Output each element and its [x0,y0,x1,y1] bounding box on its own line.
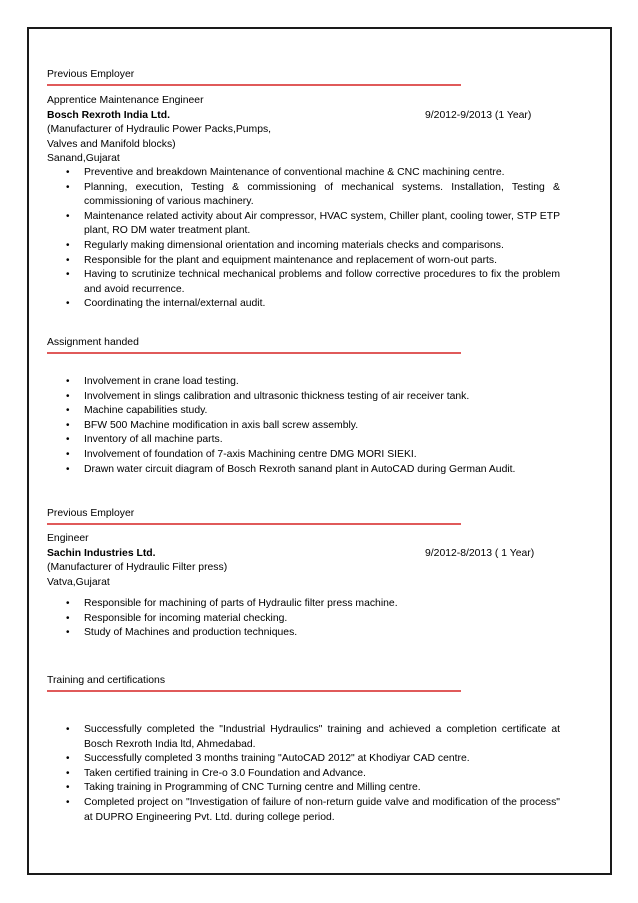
section-divider [47,84,461,86]
bullet-icon: • [66,405,70,417]
list-item: • Responsible for machining of parts of Hydraulic filter press machine. [66,597,560,612]
employment-period: 9/2012-8/2013 ( 1 Year) [425,547,535,559]
company-description: (Manufacturer of Hydraulic Filter press) [47,562,228,574]
bullet-icon: • [66,782,70,794]
company-description: (Manufacturer of Hydraulic Power Packs,Pumps, [47,124,272,136]
bullet-icon: • [66,390,70,402]
list-item: • Involvement in crane load testing. [66,375,560,390]
bullet-icon: • [66,796,70,808]
bullet-icon: • [66,269,70,281]
list-item: • Drawn water circuit diagram of Bosch Rexroth sanand plant in AutoCAD during German Audit. [66,463,560,478]
list-item: • Responsible for the plant and equipment maintenance and replacement of worn-out parts. [66,254,560,269]
bullet-icon: • [66,612,70,624]
list-item: • Successfully completed 3 months training "AutoCAD 2012" at Khodiyar CAD centre. [66,752,560,767]
section-heading-previous-employer [47,507,567,522]
job-role: Apprentice Maintenance Engineer [47,95,204,106]
bullet-icon: • [66,598,70,609]
list-item: • Taken certified training in Cre-o 3.0 Foundation and Advance. [66,767,560,782]
list-item: • Involvement in slings calibration and ultrasonic thickness testing of air receiver tank. [66,390,560,405]
bullet-icon: • [66,254,70,266]
section-title: Previous Employer [47,508,135,519]
company-name: Sachin Industries Ltd. [47,547,156,559]
bullet-icon: • [66,753,70,765]
responsibilities-list [66,166,560,312]
company-row [47,109,567,124]
section-title: Previous Employer [47,69,135,80]
company-row [47,547,567,562]
bullet-icon: • [66,181,70,193]
section-divider [47,690,461,692]
bullet-icon: • [66,724,70,735]
bullet-icon: • [66,627,70,639]
employment-period: 9/2012-9/2013 (1 Year) [425,109,532,121]
bullet-icon: • [66,239,70,251]
bullet-icon: • [66,448,70,460]
section-title: Assignment handed [47,337,139,348]
list-item: • Coordinating the internal/external audit. [66,297,560,312]
assignment-list [66,375,560,477]
company-description: Valves and Manifold blocks) [47,138,176,150]
bullet-icon: • [66,767,70,779]
employer-details [47,94,567,167]
bullet-icon: • [66,434,70,446]
training-list [66,723,560,825]
list-item: • Taking training in Programming of CNC Turning centre and Milling centre. [66,781,560,796]
list-item: • Responsible for incoming material checking. [66,612,560,627]
list-item: • Having to scrutinize technical mechanical problems and follow corrective procedures to fix the problem and avoid recurrence. [66,269,560,295]
company-location: Sanand,Gujarat [47,153,120,165]
company-location: Vatva,Gujarat [47,576,110,588]
section-heading-training [47,674,567,689]
section-heading-previous-employer [47,68,567,83]
responsibilities-list [66,597,560,641]
company-name: Bosch Rexroth India Ltd. [47,109,170,121]
list-item: • Machine capabilities study. [66,404,560,419]
list-item: • Preventive and breakdown Maintenance of conventional machine & CNC machining centre. [66,166,560,181]
list-item: • Planning, execution, Testing & commissioning of mechanical systems. Installation, Testing & commissioning of various machinery. [66,181,560,208]
bullet-icon: • [66,298,70,310]
bullet-icon: • [66,419,70,431]
bullet-icon: • [66,376,70,387]
list-item: • Study of Machines and production techniques. [66,626,560,641]
list-item: • Involvement of foundation of 7-axis Machining centre DMG MORI SIEKI. [66,448,560,463]
list-item: • Regularly making dimensional orientation and incoming materials checks and comparisons. [66,239,560,254]
bullet-icon: • [66,167,70,178]
section-title: Training and certifications [47,675,166,686]
bullet-icon: • [66,463,70,475]
list-item: • Maintenance related activity about Air compressor, HVAC system, Chiller plant, cooling tower, STP ETP plant, RO DM water treatment plant. [66,210,560,237]
employer-details [47,532,567,590]
bullet-icon: • [66,210,70,222]
list-item: • Completed project on "Investigation of failure of non-return guide valve and modification of the process" at DUPRO Engineering Pvt. Ltd. during college period. [66,796,560,823]
list-item: • Inventory of all machine parts. [66,433,560,448]
section-heading-assignment [47,336,567,351]
list-item: • Successfully completed the "Industrial Hydraulics" training and achieved a completion certificate at Bosch Rexroth India ltd, Ahmedabad. [66,724,560,750]
section-divider [47,523,461,525]
list-item: • BFW 500 Machine modification in axis ball screw assembly. [66,419,560,434]
job-role: Engineer [47,533,89,544]
section-divider [47,352,461,354]
